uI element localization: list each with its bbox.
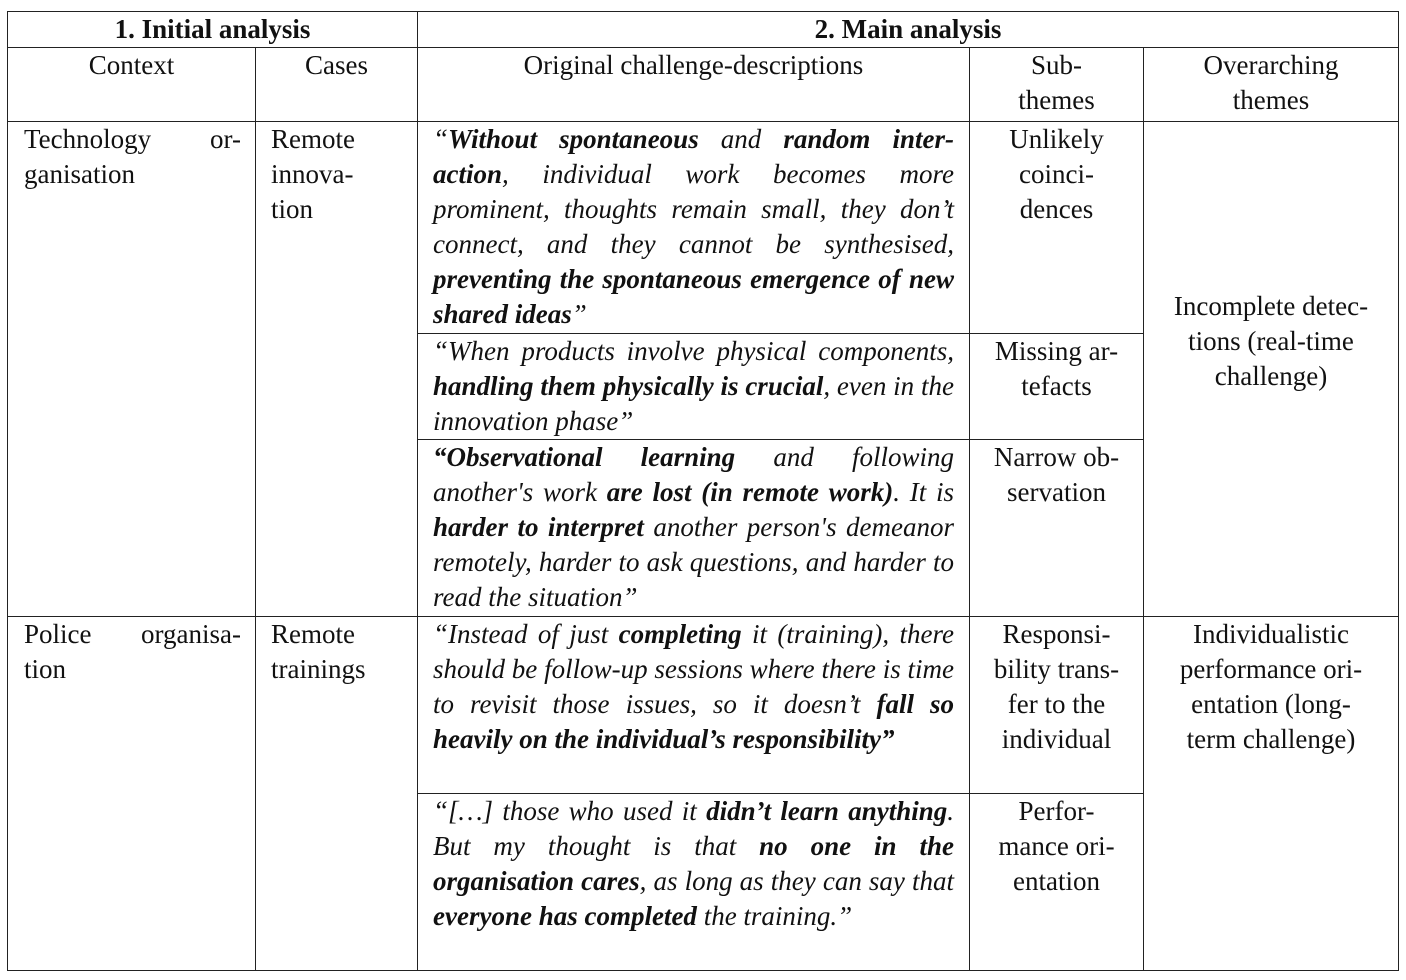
quote-cell [418,334,970,440]
column-header-cases [256,48,418,122]
context-text-line1: Technology or- [24,124,241,154]
column-header-descriptions-label: Original challenge-descriptions [523,50,864,80]
quote-emphasis: Without spontaneous [448,124,699,154]
case-text: Remote innova- tion [271,124,355,224]
quote-emphasis: preventing the spontaneous emergence of new shared ideas [433,264,954,329]
quote-cell [418,617,970,794]
quote-text: , as long as they can say that [639,866,954,896]
context-cell [8,617,256,971]
overarching-theme-cell [1144,617,1399,971]
subtheme-cell: Narrow ob- servation [970,440,1144,617]
context-text-line1: Police organisa- [24,619,241,649]
quote-emphasis: didn’t learn anything [706,796,948,826]
case-text: Remote trainings [271,619,366,684]
case-cell [256,617,418,971]
column-header-context [8,48,256,122]
quote-text: “[…] those who used it [433,796,707,826]
column-header-cases-label: Cases [305,50,368,80]
column-header-subthemes [970,48,1144,122]
quote-emphasis: “Observational learning [433,442,736,472]
case-cell [256,122,418,617]
quote-emphasis: everyone has completed [433,901,697,931]
context-text-line2: ganisation [24,159,135,189]
table-row [8,617,1399,794]
column-header-subthemes-line1: Sub- [1030,50,1082,80]
analysis-table [7,11,1399,971]
quote-text: “ [433,124,449,154]
quote-emphasis: handling them physically is crucial [433,371,824,401]
quote-cell [418,794,970,971]
quote-emphasis: fall so heavily on the individual’s responsibility” [433,689,954,754]
quote-emphasis: no one in the organisation cares [433,831,954,896]
quote-text: “Instead of just [433,619,619,649]
column-header-row [8,48,1399,122]
quote-emphasis: are lost (in remote work) [606,477,894,507]
context-text-line2: tion [24,654,67,684]
group-header-main-analysis: 2. Main analysis [418,12,1399,48]
subtheme-cell: Unlikely coinci- dences [970,122,1144,334]
quote-emphasis: harder to interpret [433,512,644,542]
column-header-overarching [1144,48,1399,122]
quote-text: and [698,124,784,154]
column-header-overarching-line1: Overarching [1203,50,1339,80]
quote-text: it (training), there should be follow-up sessions where there is time to revisit those issues, so it doesn’t [433,619,954,719]
table-row [8,122,1399,334]
quote-text: . It is [893,477,954,507]
quote-text: another person's demeanor remotely, harder to ask questions, and harder to read the situation” [433,512,954,612]
overarching-theme-text: Incomplete detec- tions (real-time challenge) [1173,290,1369,391]
subtheme-cell: Missing ar- tefacts [970,334,1144,440]
group-header-initial-analysis: 1. Initial analysis [8,12,418,48]
quote-emphasis: random interaction [433,124,955,189]
quote-text: ” [571,299,587,329]
quote-emphasis: completing [618,619,742,649]
context-cell [8,122,256,617]
column-header-subthemes-line2: themes [1018,85,1095,115]
column-header-overarching-line2: themes [1232,85,1310,115]
quote-text: , individual work becomes more prominent, thoughts remain small, they don’t connect, and they cannot be synthesised, [433,159,954,259]
subtheme-cell: Perfor- mance ori- entation [970,794,1144,971]
overarching-theme-text: Individualistic performance ori- entation (long- term challenge) [1179,619,1363,754]
overarching-theme-cell [1144,122,1399,617]
quote-text: “When products involve physical components, [433,336,954,366]
quote-text: . But my thought is that [433,796,954,861]
quote-text: the training.” [696,901,853,931]
subtheme-cell: Responsi- bility trans- fer to the individual [970,617,1144,794]
quote-cell [418,440,970,617]
quote-text: and following another's work [433,442,955,507]
quote-text: , even in the innovation phase” [433,371,954,436]
column-header-descriptions [418,48,970,122]
quote-cell [418,122,970,334]
column-header-context-label: Context [88,50,175,80]
group-header-row [8,12,1399,48]
